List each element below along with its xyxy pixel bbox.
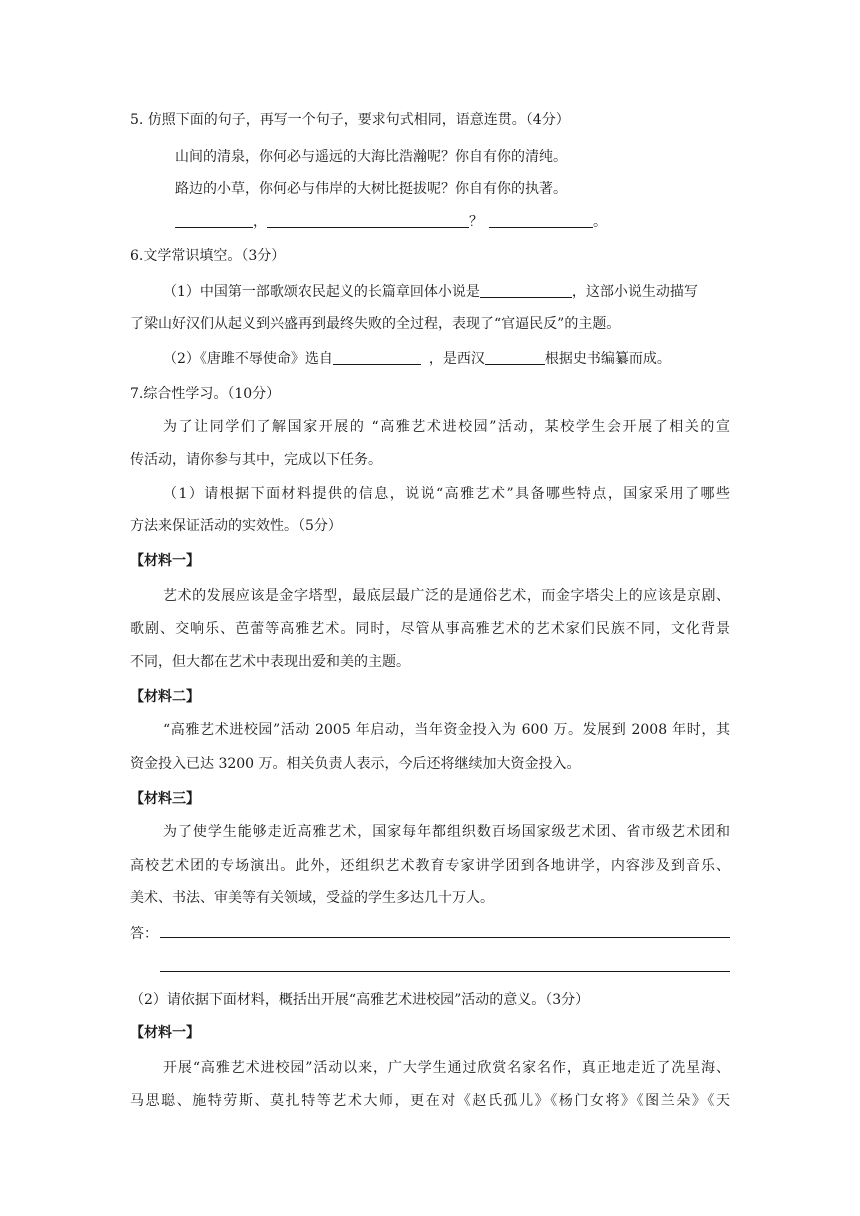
q6-title: 6.文学常识填空。（3分） (130, 248, 286, 264)
q6-blank-novel[interactable] (480, 283, 572, 298)
q7-material1-line3: 不同，但大都在艺术中表现出爱和美的主题。 (130, 654, 410, 670)
q6-blank-source[interactable] (333, 350, 421, 365)
q5-sep-3: 。 (593, 214, 607, 230)
q6-part2 (163, 349, 671, 369)
q6-part1-text-b: ，这部小说生动描写 (571, 284, 698, 300)
q5-title: 5. 仿照下面的句子，再写一个句子，要求句式相同，语意连贯。（4分） (130, 112, 570, 128)
q6-part1-line1 (163, 282, 698, 302)
q6-part1-line2: 了梁山好汉们从起义到兴盛再到最终失败的全过程，表现了“官逼民反”的主题。 (130, 316, 621, 332)
q7-material2-title: 【材料二】 (130, 689, 200, 705)
q7-material1-title: 【材料一】 (130, 553, 200, 569)
q6-blank-author[interactable] (485, 350, 545, 365)
q5-answer-row (175, 212, 607, 232)
q7-material2-line2: 资金投入已达 3200 万。相关负责人表示，今后还将继续加大资金投入。 (130, 756, 581, 772)
q7-task2: （2）请依据下面材料，概括出开展“高雅艺术进校园”活动的意义。（3分） (130, 992, 590, 1008)
q5-example-1: 山间的清泉，你何必与遥远的大海比浩瀚呢？你自有你的清纯。 (175, 149, 567, 165)
q6-part2-text-c: 根据史书编纂而成。 (544, 351, 671, 367)
q7-answer-line-2[interactable] (160, 971, 730, 972)
q5-sep-1: ， (253, 214, 267, 230)
q7-task1-line2: 方法来保证活动的实效性。（5分） (130, 518, 342, 534)
q7-task2-material1-line1: 开展“高雅艺术进校园”活动以来，广大学生通过欣赏名家名作，真正地走近了冼星海、 (163, 1060, 730, 1076)
q7-task2-material1-title: 【材料一】 (130, 1025, 200, 1041)
q7-answer-line-1[interactable] (160, 937, 730, 938)
q7-material1-line2: 歌剧、交响乐、芭蕾等高雅艺术。同时，尽管从事高雅艺术的艺术家们民族不同，文化背景 (130, 621, 730, 637)
q7-intro-line1: 为了让同学们了解国家开展的 “高雅艺术进校园”活动，某校学生会开展了相关的宣 (163, 419, 730, 435)
q6-part2-text-b: ，是西汉 (428, 351, 485, 367)
q5-blank-3[interactable] (489, 213, 593, 228)
q6-part2-text-a: （2）《唐雎不辱使命》选自 (163, 351, 333, 367)
q5-sep-2: ？ (469, 214, 483, 230)
q7-material3-line2: 高校艺术团的专场演出。此外，还组织艺术教育专家讲学团到各地讲学，内容涉及到音乐、 (130, 858, 730, 874)
q5-example-2: 路边的小草，你何必与伟岸的大树比挺拔呢？你自有你的执著。 (175, 181, 567, 197)
q7-task1-line1: （1）请根据下面材料提供的信息，说说“高雅艺术”具备哪些特点，国家采用了哪些 (163, 486, 730, 502)
q5-blank-1[interactable] (175, 213, 253, 228)
q5-blank-2[interactable] (267, 213, 469, 228)
q7-intro-line2: 传活动，请你参与其中，完成以下任务。 (130, 452, 382, 468)
q7-material1-line1: 艺术的发展应该是金字塔型，最底层最广泛的是通俗艺术，而金字塔尖上的应该是京剧、 (163, 588, 730, 604)
q7-task2-material1-line2: 马思聪、施特劳斯、莫扎特等艺术大师，更在对《赵氏孤儿》《杨门女将》《图兰朵》《天 (130, 1093, 730, 1109)
q7-material3-line3: 美术、书法、审美等有关领域，受益的学生多达几十万人。 (130, 890, 494, 906)
q7-answer-label: 答： (130, 926, 158, 942)
q7-title: 7.综合性学习。（10分） (130, 386, 281, 402)
q7-material3-line1: 为了使学生能够走近高雅艺术，国家每年都组织数百场国家级艺术团、省市级艺术团和 (163, 824, 730, 840)
q6-part1-text-a: （1）中国第一部歌颂农民起义的长篇章回体小说是 (163, 284, 480, 300)
q7-material3-title: 【材料三】 (130, 791, 200, 807)
q7-material2-line1: “高雅艺术进校园”活动 2005 年启动，当年资金投入为 600 万。发展到 2008 年时，其 (163, 722, 730, 738)
